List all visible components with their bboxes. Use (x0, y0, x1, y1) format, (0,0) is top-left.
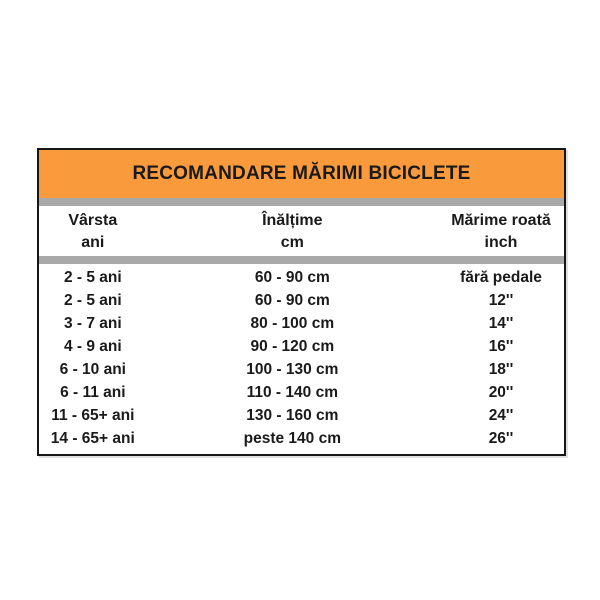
cell-age: 2 - 5 ani (63, 291, 122, 309)
column-header-height-unit: cm (280, 234, 304, 251)
cell-height: 110 - 140 cm (246, 384, 338, 402)
table-row (39, 289, 564, 312)
cell-age: 4 - 9 ani (63, 337, 122, 355)
cell-age: 6 - 11 ani (60, 384, 126, 402)
table-row (39, 266, 564, 289)
column-header-height (147, 210, 438, 254)
cell-wheel: 26'' (488, 430, 514, 448)
column-header-age-unit: ani (81, 234, 105, 251)
table-header-row (39, 206, 564, 256)
column-header-height-label: Înălțime (262, 212, 323, 229)
bike-size-table (37, 148, 566, 456)
table-body (39, 264, 564, 454)
table-row (39, 312, 564, 335)
table-row (39, 428, 564, 451)
cell-height: 60 - 90 cm (254, 268, 330, 286)
column-header-age-label: Vârsta (68, 212, 118, 229)
cell-age: 6 - 10 ani (59, 361, 126, 379)
table-row (39, 382, 564, 405)
cell-age: 2 - 5 ani (63, 268, 122, 286)
table-row (39, 405, 564, 428)
table-row (39, 359, 564, 382)
cell-height: peste 140 cm (243, 430, 341, 448)
cell-age: 3 - 7 ani (63, 314, 122, 332)
cell-age: 11 - 65+ ani (51, 407, 135, 425)
cell-wheel: 16'' (488, 337, 514, 355)
divider-top (39, 198, 564, 206)
cell-wheel: 24'' (488, 407, 514, 425)
column-header-wheel (438, 210, 564, 254)
cell-height: 80 - 100 cm (250, 314, 335, 332)
cell-height: 130 - 160 cm (246, 407, 339, 425)
cell-height: 60 - 90 cm (254, 291, 330, 309)
table-title: RECOMANDARE MĂRIMI BICICLETE (39, 150, 564, 198)
cell-wheel: 20'' (488, 384, 514, 402)
cell-wheel: 18'' (488, 361, 514, 379)
column-header-wheel-unit: inch (484, 234, 518, 251)
divider-bottom (39, 256, 564, 264)
cell-height: 90 - 120 cm (250, 337, 335, 355)
column-header-age (39, 210, 147, 254)
cell-wheel: 14'' (488, 314, 514, 332)
table-row (39, 335, 564, 358)
cell-wheel: fără pedale (460, 268, 542, 286)
cell-age: 14 - 65+ ani (50, 430, 135, 448)
cell-height: 100 - 130 cm (246, 361, 339, 379)
column-header-wheel-label: Mărime roată (451, 212, 551, 229)
cell-wheel: 12'' (488, 291, 514, 309)
